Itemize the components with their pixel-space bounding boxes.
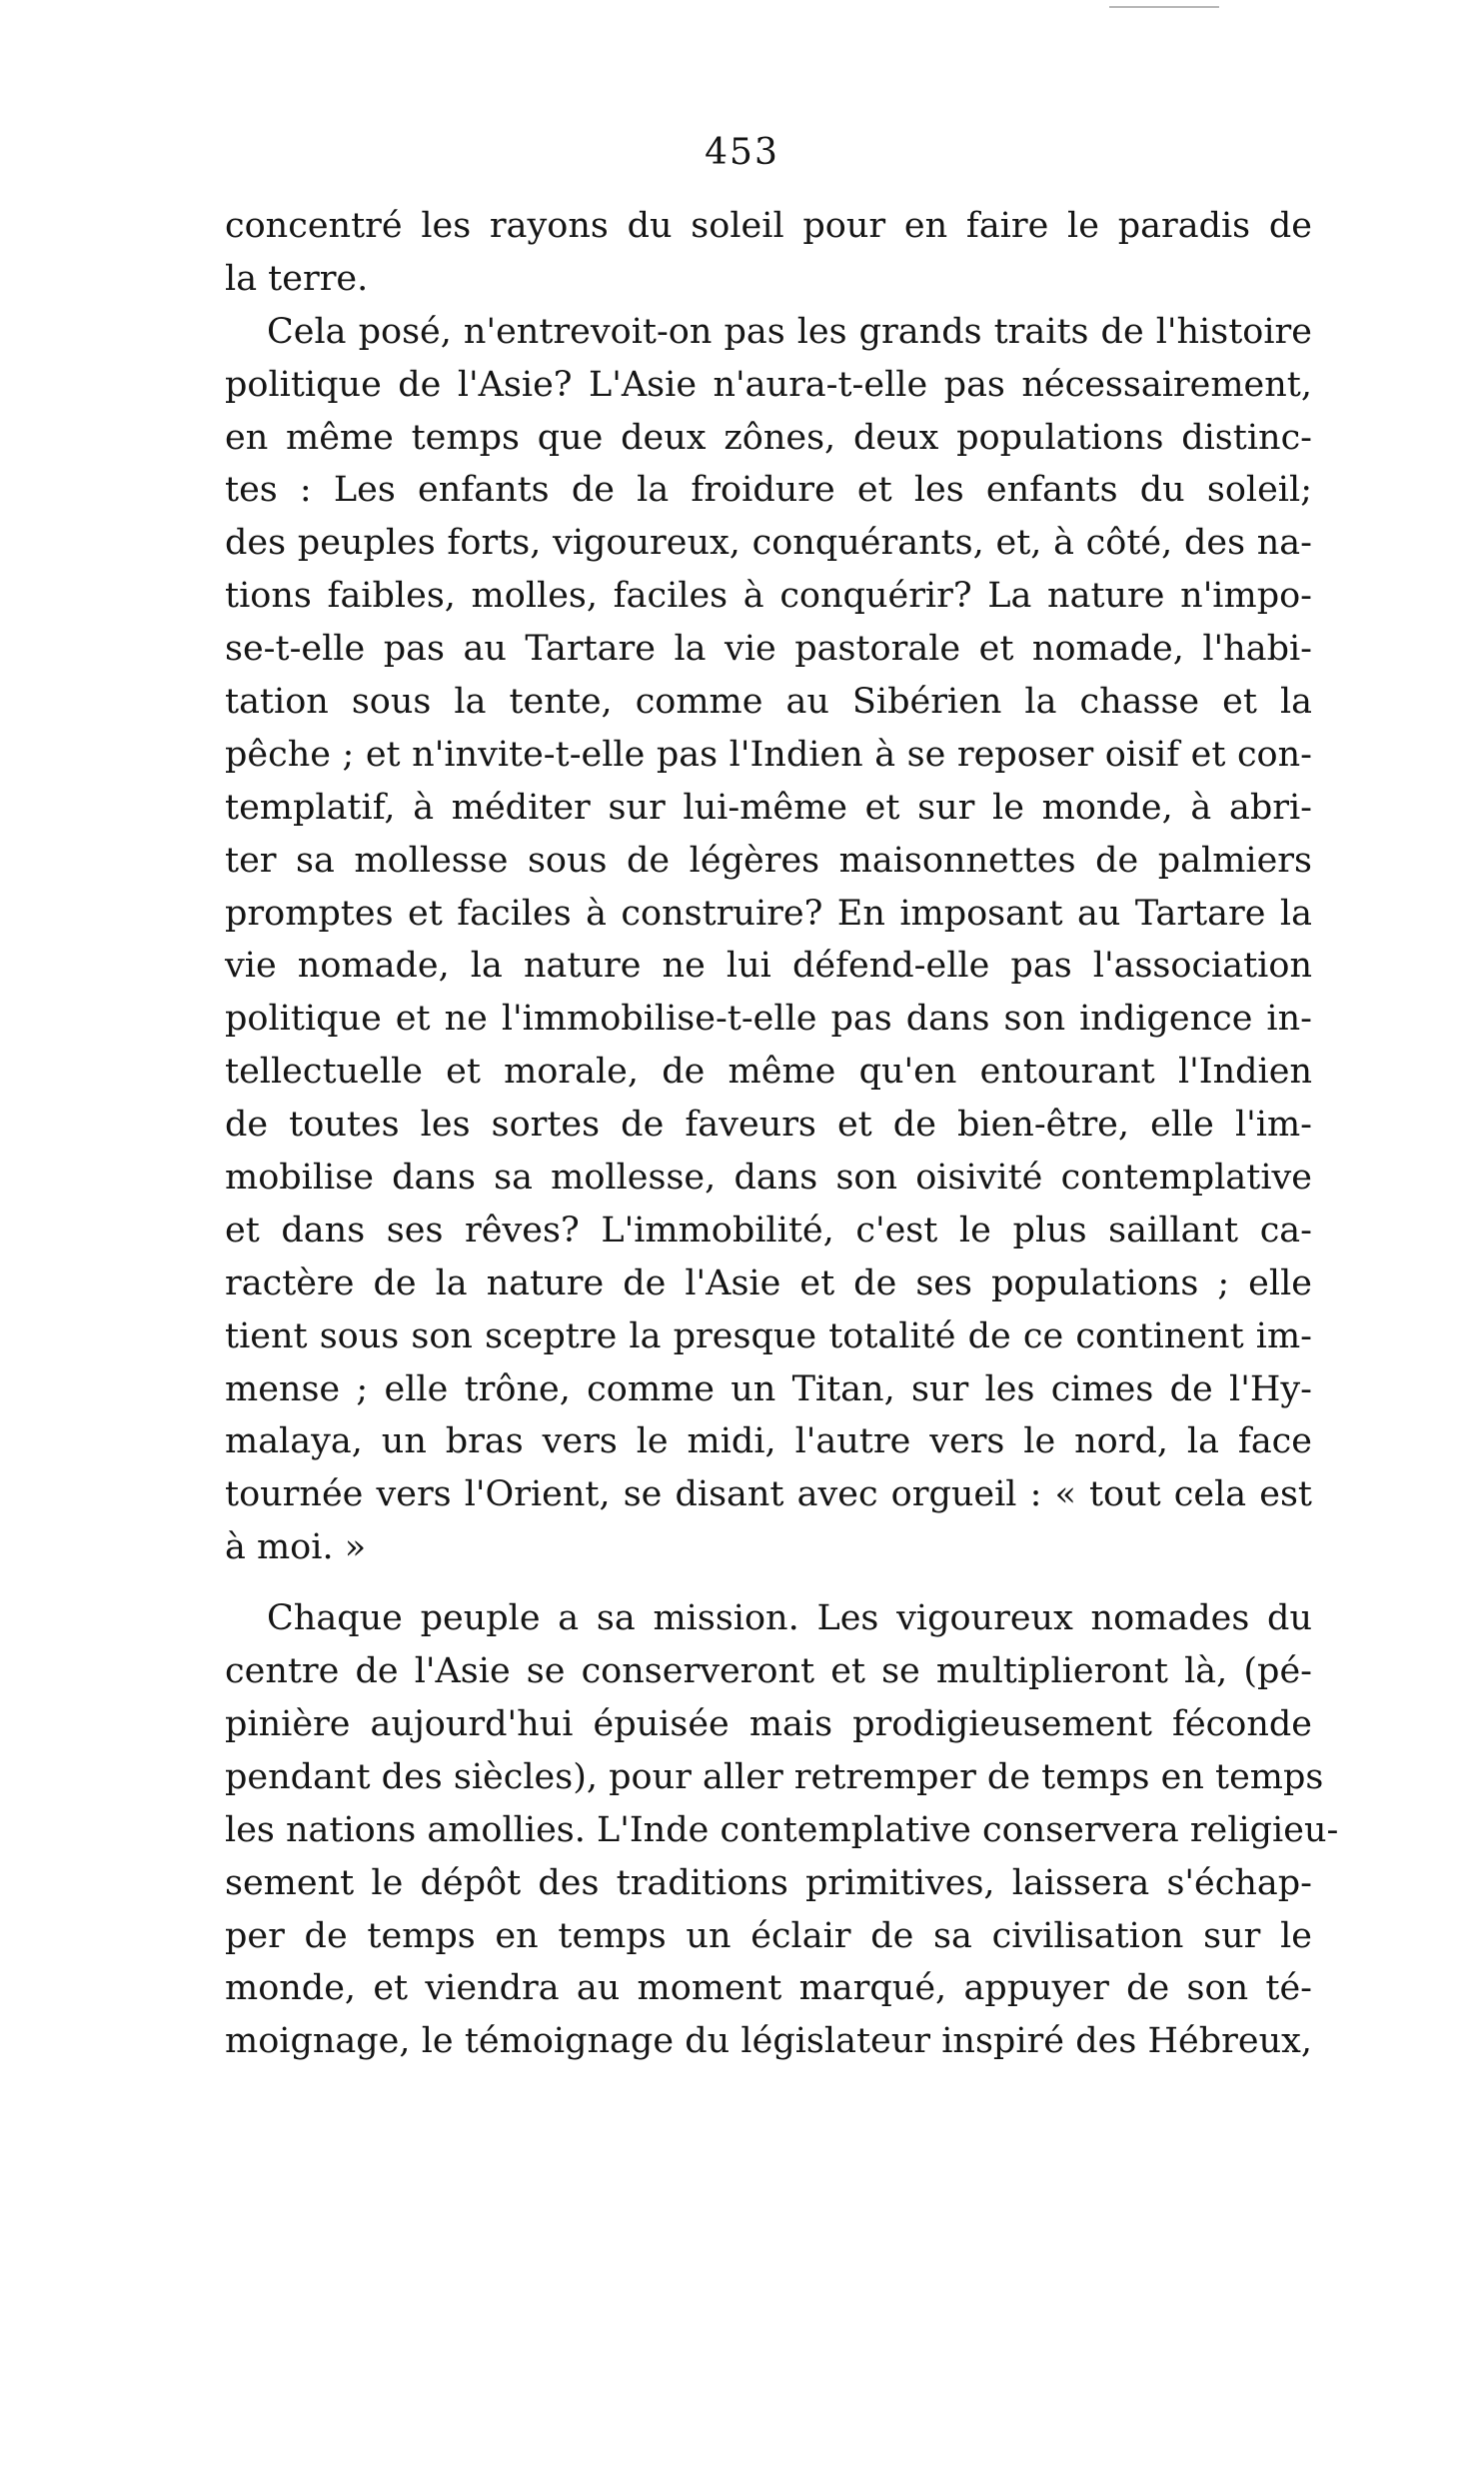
text-line: les nations amollies. L'Inde contemplative conservera religieu- — [225, 1809, 1339, 1850]
text-line: pêche ; et n'invite-t-elle pas l'Indien à se reposer oisif et con- — [225, 734, 1312, 775]
text-line: et dans ses rêves? L'immobilité, c'est le plus saillant ca- — [225, 1210, 1312, 1250]
text-line: politique et ne l'immobilise-t-elle pas dans son indigence in- — [225, 999, 1312, 1040]
text-line: de toutes les sortes de faveurs et de bien-être, elle l'im- — [225, 1105, 1312, 1146]
text-line: pinière aujourd'hui épuisée mais prodigieusement féconde — [225, 1703, 1312, 1744]
text-line: politique de l'Asie? L'Asie n'aura-t-elle pas nécessairement, — [225, 364, 1312, 405]
text-line: mobilise dans sa mollesse, dans son oisivité contemplative — [225, 1158, 1312, 1199]
text-line: tes : Les enfants de la froidure et les enfants du soleil; — [225, 470, 1312, 511]
text-line: Cela posé, n'entrevoit-on pas les grands traits de l'histoire — [267, 311, 1312, 352]
text-line: tions faibles, molles, faciles à conquérir? La nature n'impo- — [225, 576, 1312, 617]
text-line: promptes et faciles à construire? En imposant au Tartare la — [225, 893, 1312, 934]
text-line: centre de l'Asie se conserveront et se multiplieront là, (pé- — [225, 1651, 1312, 1692]
text-line: malaya, un bras vers le midi, l'autre vers le nord, la face — [225, 1421, 1312, 1462]
text-line: vie nomade, la nature ne lui défend-elle pas l'association — [225, 946, 1312, 987]
text-line: monde, et viendra au moment marqué, appuyer de son té- — [225, 1968, 1312, 2009]
text-line: moignage, le témoignage du législateur inspiré des Hébreux, — [225, 2021, 1312, 2062]
paragraph-1 — [225, 200, 1312, 306]
text-line: se-t-elle pas au Tartare la vie pastorale et nomade, l'habi- — [225, 629, 1312, 670]
text-line: ter sa mollesse sous de légères maisonnettes de palmiers — [225, 840, 1312, 881]
text-line: tation sous la tente, comme au Sibérien la chasse et la — [225, 682, 1312, 723]
body-text — [225, 200, 1339, 2068]
text-line: tient sous son sceptre la presque totalité de ce continent im- — [225, 1315, 1312, 1356]
text-line: sement le dépôt des traditions primitives, laissera s'échap- — [225, 1862, 1312, 1903]
text-line: des peuples forts, vigoureux, conquérants, et, à côté, des na- — [225, 523, 1312, 564]
text-line: ractère de la nature de l'Asie et de ses populations ; elle — [225, 1262, 1312, 1303]
top-edge-rule — [1109, 6, 1219, 8]
text-line: Chaque peuple a sa mission. Les vigoureux nomades du — [267, 1598, 1312, 1639]
text-line: à moi. » — [225, 1527, 367, 1568]
text-line: templatif, à méditer sur lui-même et sur le monde, à abri- — [225, 787, 1312, 828]
text-line: tellectuelle et morale, de même qu'en entourant l'Indien — [225, 1052, 1312, 1093]
paragraph-spacer — [225, 1574, 1312, 1592]
text-line: concentré les rayons du soleil pour en faire le paradis de — [225, 206, 1312, 246]
paragraph-3 — [225, 1592, 1339, 2068]
text-line: mense ; elle trône, comme un Titan, sur les cimes de l'Hy- — [225, 1368, 1312, 1409]
text-line: en même temps que deux zônes, deux populations distinc- — [225, 417, 1312, 458]
text-line: la terre. — [225, 258, 369, 299]
paragraph-2 — [225, 306, 1312, 1574]
text-line: pendant des siècles), pour aller retremper de temps en temps — [225, 1756, 1324, 1797]
page-number: 453 — [705, 132, 779, 173]
text-line: per de temps en temps un éclair de sa civilisation sur le — [225, 1915, 1312, 1956]
text-line: tournée vers l'Orient, se disant avec orgueil : « tout cela est — [225, 1474, 1312, 1515]
